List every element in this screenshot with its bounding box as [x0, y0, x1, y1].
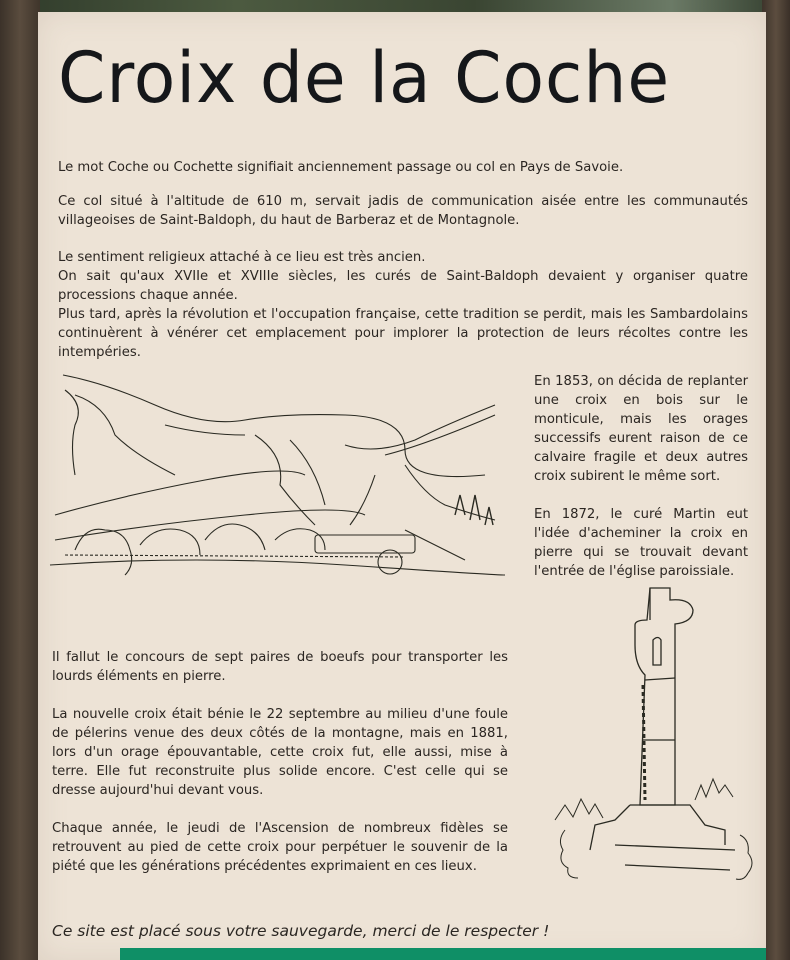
- history-paragraph: [58, 248, 748, 362]
- history-line-2: On sait qu'aux XVIIe et XVIIIe siècles, les curés de Saint-Baldoph devaient y organiser quatre processions chaque année.: [58, 269, 748, 303]
- footer-notice: Ce site est placé sous votre sauvegarde, merci de le respecter !: [52, 922, 550, 940]
- lower-column: [52, 648, 508, 895]
- side-paragraph-1872: En 1872, le curé Martin eut l'idée d'acheminer la croix en pierre qui se trouvait devant l'entrée de l'église paroissiale.: [534, 507, 748, 579]
- stone-cross-illustration: [535, 580, 775, 900]
- lower-paragraph-oxen: Il fallut le concours de sept paires de boeufs pour transporter les lourds éléments en pierre.: [52, 650, 508, 684]
- intro-paragraph: [58, 158, 748, 177]
- lower-paragraph-1881: La nouvelle croix était bénie le 22 septembre au milieu d'une foule de pélerins venue des deux côtés de la montagne, mais en 1881, lors d'un orage épouvantable, cette croix fut, elle aussi, mise à terre. Elle fut reconstruite plus solide encore. C'est celle qui se dresse aujourd'hui devant vous.: [52, 707, 508, 798]
- col-paragraph: [58, 192, 748, 230]
- oxen-cart-illustration: [45, 365, 515, 595]
- sign-title: Croix de la Coche: [58, 37, 671, 119]
- wooden-post-left: [0, 0, 40, 960]
- side-paragraph-1853: En 1853, on décida de replanter une croix en bois sur le monticule, mais les orages successifs eurent raison de ce calvaire fragile et deux autres croix subirent le même sort.: [534, 374, 748, 484]
- lower-paragraph-ascension: Chaque année, le jeudi de l'Ascension de nombreux fidèles se retrouvent au pied de cette croix pour perpétuer le souvenir de la piété que les générations précédentes exprimaient en ces lieux.: [52, 821, 508, 874]
- intro-text: Le mot Coche ou Cochette signifiait anciennement passage ou col en Pays de Savoie.: [58, 160, 624, 175]
- history-line-3: Plus tard, après la révolution et l'occupation française, cette tradition se perdit, mais les Sambardolains continuèrent à vénérer cet emplacement pour implorer la protection de leurs récoltes contre les intempéries.: [58, 307, 748, 360]
- side-column: [534, 372, 748, 600]
- col-text: Ce col situé à l'altitude de 610 m, servait jadis de communication aisée entre les communautés villageoises de Saint-Baldoph, du haut de Barberaz et de Montagnole.: [58, 194, 748, 228]
- green-border-strip: [120, 948, 766, 960]
- history-line-1: Le sentiment religieux attaché à ce lieu est très ancien.: [58, 250, 426, 265]
